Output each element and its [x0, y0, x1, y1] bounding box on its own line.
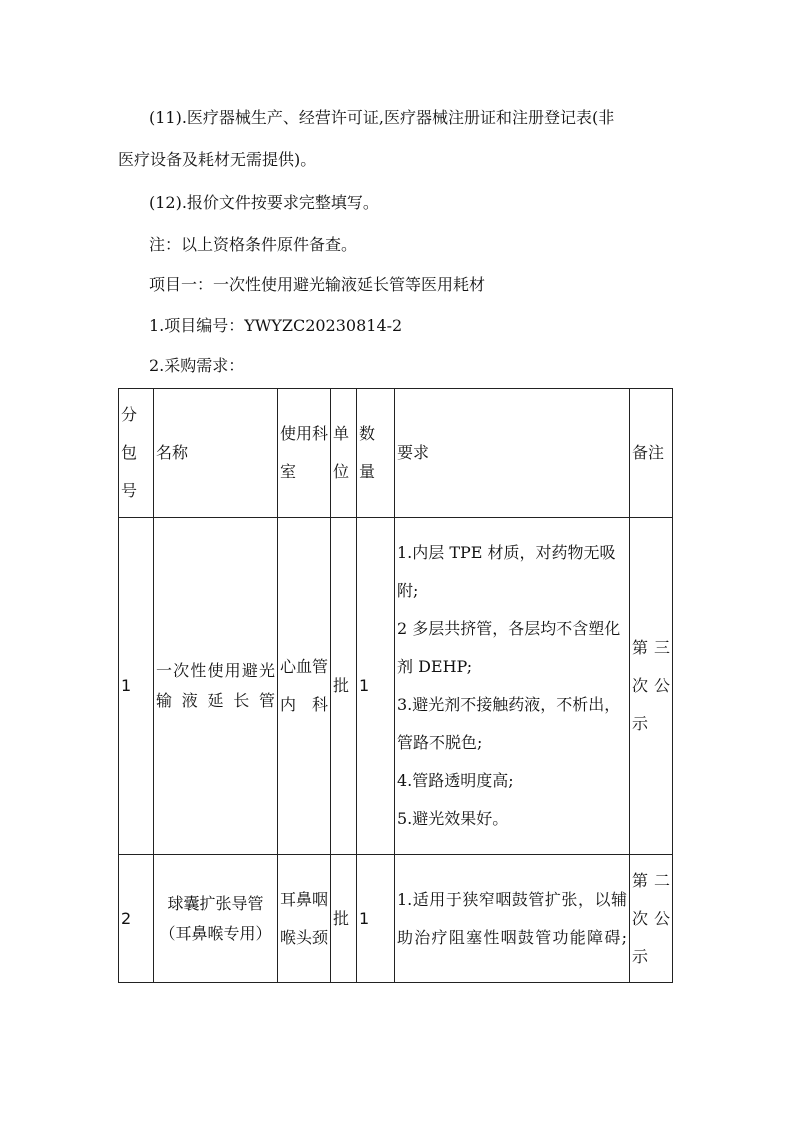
requirements-table: [118, 388, 673, 983]
requirement-item: 5.避光效果好。: [397, 809, 509, 828]
row2-requirements: [395, 855, 630, 983]
row1-requirements: [395, 518, 630, 855]
row2-department: 耳鼻咽喉头颈: [278, 855, 331, 983]
paragraph-11-line2: 医疗设备及耗材无需提供)。: [118, 150, 317, 169]
row2-package-no: 2: [119, 855, 154, 983]
header-department: 使用科室: [278, 389, 331, 518]
table-row: [119, 855, 673, 983]
header-remarks: 备注: [630, 389, 673, 518]
header-name: 名称: [154, 389, 278, 518]
row1-unit: 批: [331, 518, 357, 855]
table-row: [119, 518, 673, 855]
header-requirements: 要求: [395, 389, 630, 518]
row1-remarks: 第三次公示: [630, 518, 673, 855]
row2-name: 球囊扩张导管（耳鼻喉专用）: [154, 855, 278, 983]
row1-department: 心血管内科: [278, 518, 331, 855]
requirement-item: 3.避光剂不接触药液，不析出，管路不脱色;: [397, 695, 621, 752]
project-title: 项目一：一次性使用避光输液延长管等医用耗材: [149, 275, 486, 294]
requirement-item: 2 多层共挤管，各层均不含塑化剂 DEHP;: [397, 619, 621, 676]
row1-quantity: 1: [357, 518, 395, 855]
header-unit: 单位: [331, 389, 357, 518]
table-header-row: [119, 389, 673, 518]
purchase-requirements-heading: 2.采购需求：: [149, 356, 245, 375]
row2-remarks: 第二次公示: [630, 855, 673, 983]
row1-name: 一次性使用避光输液延长管: [154, 518, 278, 855]
paragraph-11-line1: (11).医疗器械生产、经营许可证,医疗器械注册证和注册登记表(非: [149, 108, 615, 127]
header-package-no: 分包号: [119, 389, 154, 518]
note-paragraph: 注：以上资格条件原件备查。: [149, 235, 358, 254]
requirement-item: 1.适用于狭窄咽鼓管扩张，以辅助治疗阻塞性咽鼓管功能障碍;: [397, 889, 627, 947]
requirement-item: 4.管路透明度高;: [397, 771, 514, 790]
project-number: 1.项目编号：YWYZC20230814-2: [149, 316, 403, 335]
requirement-item: 1.内层 TPE 材质，对药物无吸附;: [397, 543, 616, 600]
row2-unit: 批: [331, 855, 357, 983]
row2-quantity: 1: [357, 855, 395, 983]
paragraph-12: (12).报价文件按要求完整填写。: [149, 193, 379, 212]
row1-package-no: 1: [119, 518, 154, 855]
header-quantity: 数量: [357, 389, 395, 518]
